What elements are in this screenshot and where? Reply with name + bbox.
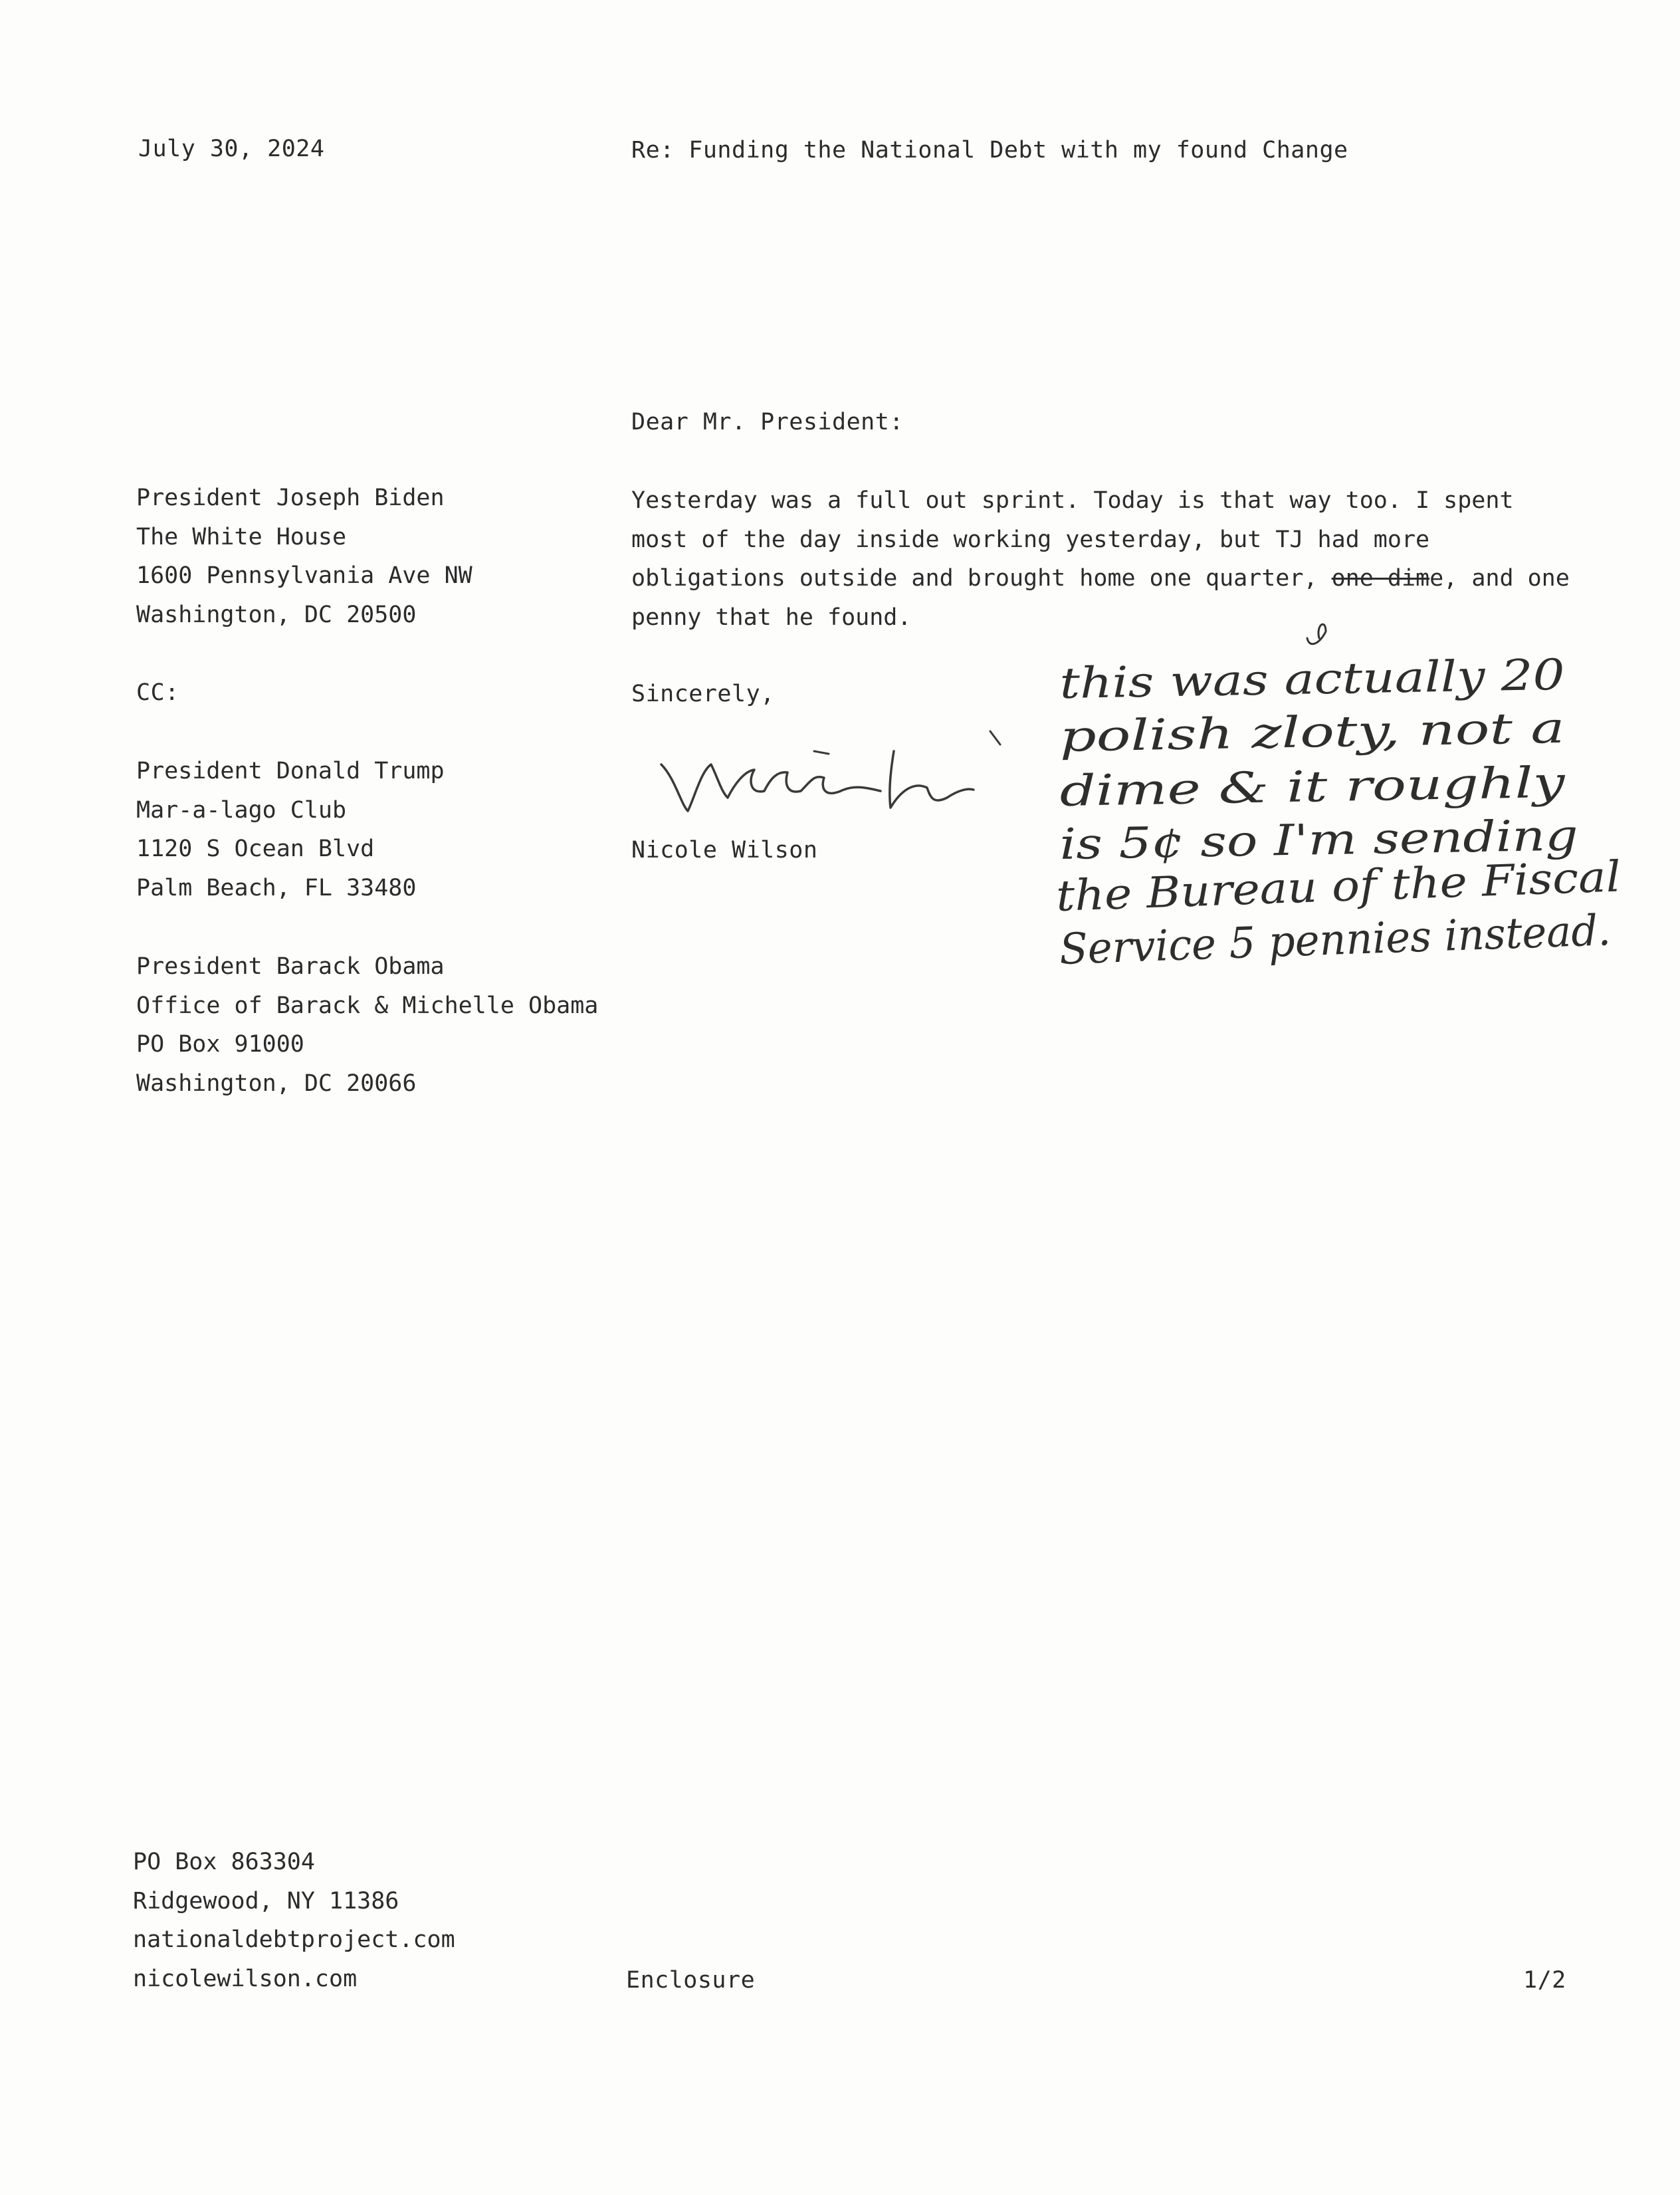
letter-body — [631, 481, 1570, 637]
handwritten-line: the Bureau of the Fiscal — [1055, 854, 1576, 921]
body-text: e, and one — [1429, 565, 1570, 592]
letter-subject: Re: Funding the National Debt with my found Change — [631, 137, 1348, 164]
cc-line: President Donald Trump — [136, 758, 445, 784]
closing: Sincerely, — [631, 681, 775, 707]
signer-name: Nicole Wilson — [631, 837, 818, 864]
footer-line: Ridgewood, NY 11386 — [133, 1887, 399, 1914]
cc-recipient-address — [136, 947, 598, 1103]
recipient-line: 1600 Pennsylvania Ave NW — [136, 562, 472, 589]
body-line — [631, 559, 1570, 598]
body-line: Yesterday was a full out sprint. Today is that way too. I spent — [631, 487, 1514, 514]
handwritten-line: dime & it roughly — [1059, 760, 1441, 816]
footer-address — [133, 1843, 455, 1998]
cc-line: Palm Beach, FL 33480 — [136, 874, 417, 901]
handwritten-line: Service 5 pennies instead. — [1058, 905, 1628, 975]
salutation: Dear Mr. President: — [631, 409, 904, 435]
handwritten-line: is 5¢ so I'm sending — [1059, 812, 1490, 869]
recipient-line: Washington, DC 20500 — [136, 601, 417, 628]
handwritten-line: polish zloty, not a — [1059, 706, 1436, 762]
struck-text: one dim — [1331, 565, 1430, 592]
letter-date: July 30, 2024 — [138, 136, 325, 162]
cc-line: Washington, DC 20066 — [136, 1070, 417, 1097]
footer-link[interactable]: nicolewilson.com — [133, 1965, 358, 1992]
cc-label: CC: — [136, 679, 179, 706]
body-text: obligations outside and brought home one quarter, — [631, 565, 1332, 592]
recipient-address — [136, 479, 472, 634]
footer-link[interactable]: nationaldebtproject.com — [133, 1926, 455, 1953]
cc-line: President Barack Obama — [136, 953, 445, 980]
body-line: most of the day inside working yesterday, but TJ had more — [631, 526, 1430, 553]
cc-line: Mar-a-lago Club — [136, 796, 347, 824]
cc-line: PO Box 91000 — [136, 1031, 304, 1058]
recipient-line: The White House — [136, 523, 347, 550]
page-number: 1/2 — [1523, 1967, 1566, 1994]
cc-line: 1120 S Ocean Blvd — [136, 836, 375, 862]
enclosure-label: Enclosure — [626, 1967, 756, 1994]
handwritten-note — [1047, 618, 1645, 1017]
body-line: penny that he found. — [631, 604, 912, 631]
cc-line: Office of Barack & Michelle Obama — [136, 992, 599, 1019]
footer-line: PO Box 863304 — [133, 1849, 315, 1875]
handwritten-line: this was actually 20 — [1059, 651, 1489, 709]
cc-recipient-address — [136, 752, 445, 907]
signature — [655, 725, 1013, 831]
recipient-line: President Joseph Biden — [136, 485, 445, 511]
